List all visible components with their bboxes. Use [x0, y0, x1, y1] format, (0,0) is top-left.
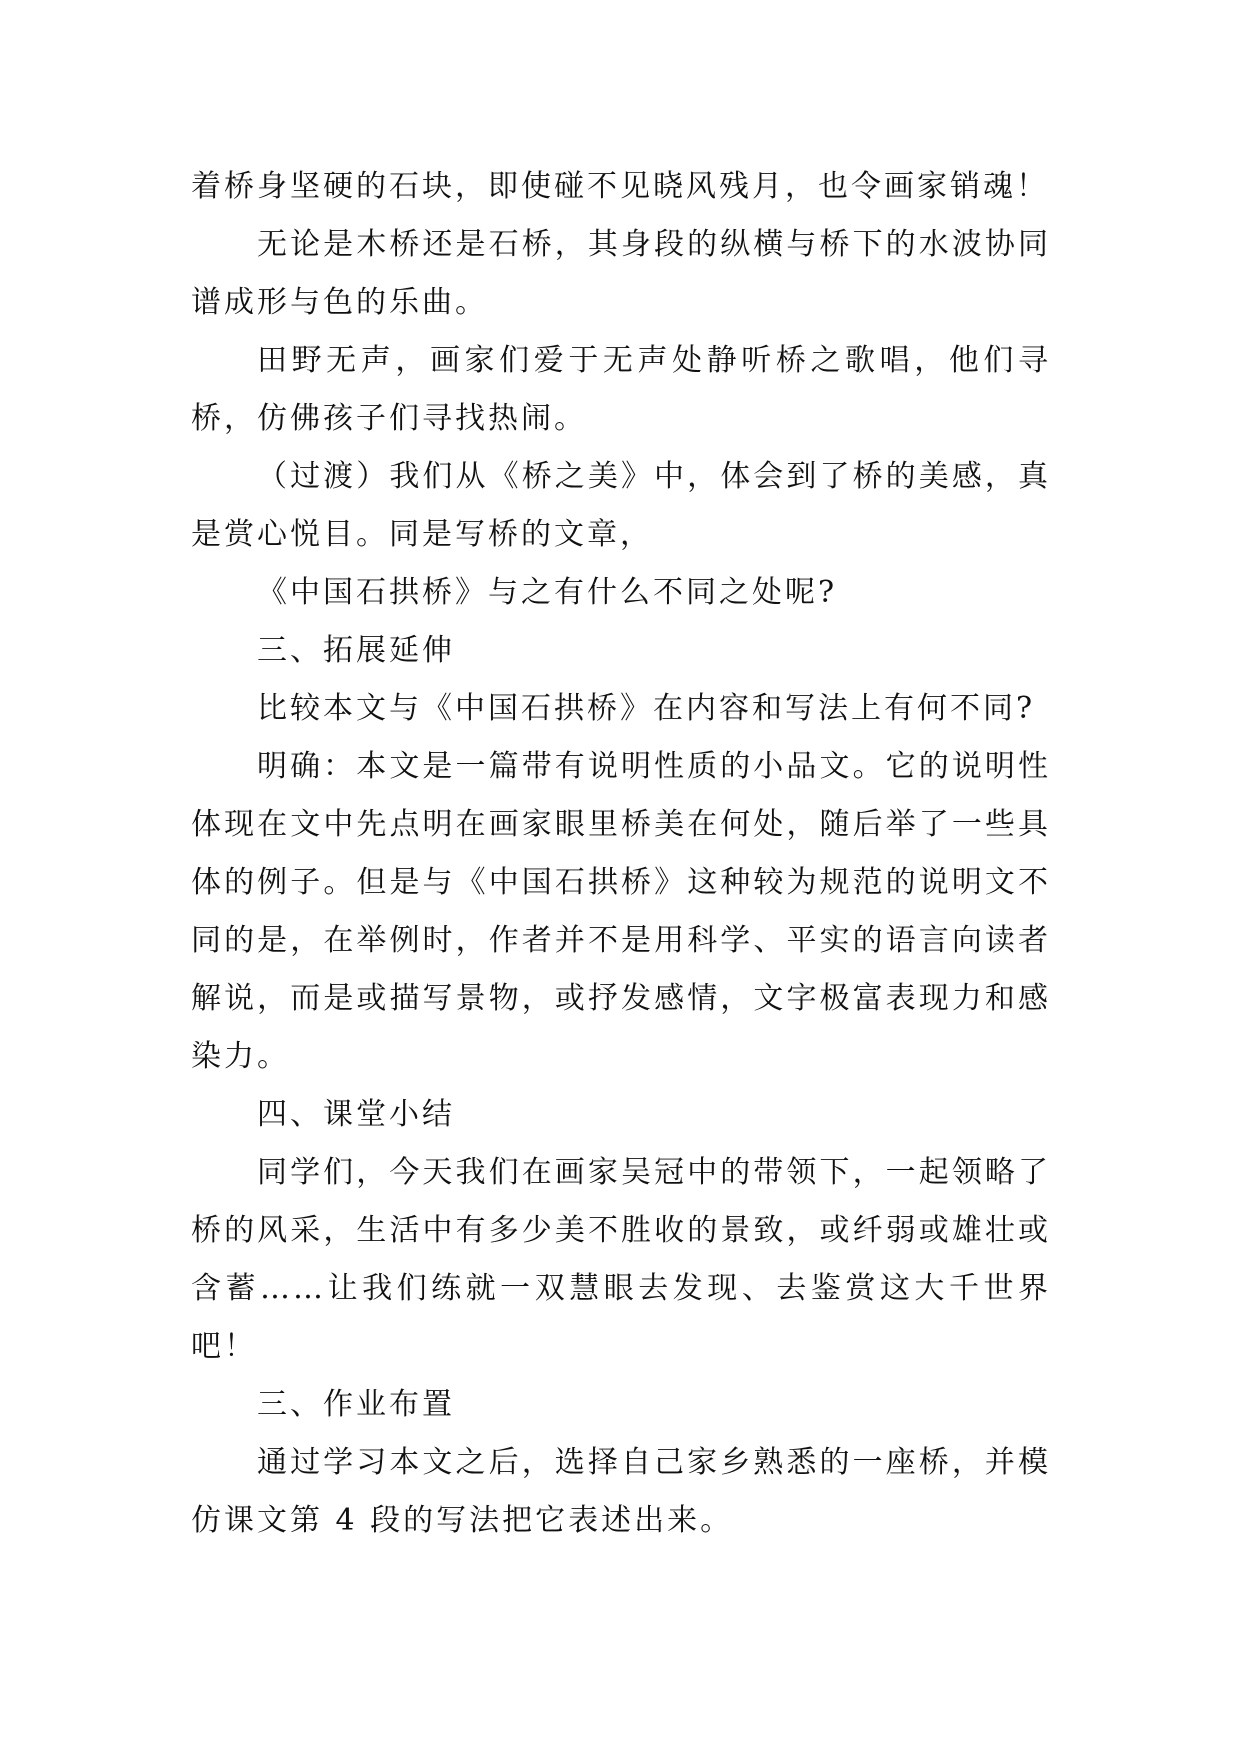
paragraph-fields-silent: 田野无声，画家们爱于无声处静听桥之歌唱，他们寻桥，仿佛孩子们寻找热闹。: [191, 343, 1051, 436]
paragraph-answer: 明确：本文是一篇带有说明性质的小品文。它的说明性体现在文中先点明在画家眼里桥美在何处，随后举了一些具体的例子。但是与《中国石拱桥》这种较为规范的说明文不同的是，在举例时，作者并不是用科学、平实的语言向读者解说，而是或描写景物，或抒发感情，文字极富表现力和感染力。: [191, 749, 1051, 1074]
section-heading-summary: 四、课堂小结: [257, 1097, 455, 1132]
paragraph-bridge-types: 无论是木桥还是石桥，其身段的纵横与桥下的水波协同谱成形与色的乐曲。: [191, 227, 1051, 320]
paragraph-homework: 通过学习本文之后，选择自己家乡熟悉的一座桥，并模仿课文第 4 段的写法把它表述出来。: [191, 1445, 1051, 1538]
paragraph-question: 《中国石拱桥》与之有什么不同之处呢?: [257, 575, 838, 610]
section-heading-homework: 三、作业布置: [257, 1387, 455, 1422]
document-body: [191, 158, 1051, 1550]
section-heading-extension: 三、拓展延伸: [257, 633, 455, 668]
paragraph-summary: 同学们，今天我们在画家吴冠中的带领下，一起领略了桥的风采，生活中有多少美不胜收的景致，或纤弱或雄壮或含蓄……让我们练就一双慧眼去发现、去鉴赏这大千世界吧！: [191, 1155, 1051, 1364]
paragraph-continuation: 着桥身坚硬的石块，即使碰不见晓风残月，也令画家销魂！: [191, 169, 1049, 204]
paragraph-compare: 比较本文与《中国石拱桥》在内容和写法上有何不同?: [257, 691, 1036, 726]
paragraph-transition: （过渡）我们从《桥之美》中，体会到了桥的美感，真是赏心悦目。同是写桥的文章，: [191, 459, 1051, 552]
